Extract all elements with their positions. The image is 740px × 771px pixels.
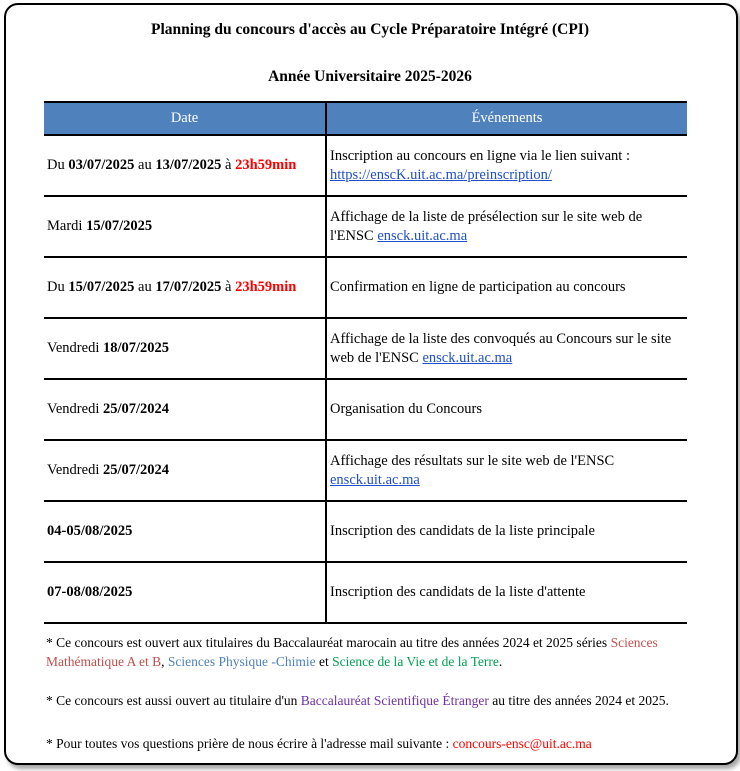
series-physics: Sciences Physique -Chimie xyxy=(167,654,316,669)
date-cell: Vendredi 18/07/2025 xyxy=(44,318,326,379)
website-link[interactable]: ensck.uit.ac.ma xyxy=(330,471,420,488)
date-cell: Vendredi 25/07/2024 xyxy=(44,440,326,501)
website-link[interactable]: ensck.uit.ac.ma xyxy=(422,349,513,366)
date-cell: Vendredi 25/07/2024 xyxy=(44,379,326,440)
event-cell: Organisation du Concours xyxy=(326,379,687,440)
note-contact: * Pour toutes vos questions prière de nous écrire à l'adresse mail suivante : concours-ensc@uit.ac.ma xyxy=(46,736,592,751)
event-cell: Inscription au concours en ligne via le lien suivant : https://enscK.uit.ac.ma/preinscription/ xyxy=(326,135,687,196)
series-svt: Science de la Vie et de la Terre xyxy=(332,654,499,669)
schedule-table xyxy=(44,101,687,624)
date-cell: 04-05/08/2025 xyxy=(44,501,326,562)
table-row xyxy=(44,196,687,257)
table-header-row xyxy=(44,102,687,135)
table-row xyxy=(44,562,687,623)
table-row xyxy=(44,318,687,379)
column-header-date: Date xyxy=(44,102,326,135)
contact-email[interactable]: concours-ensc@uit.ac.ma xyxy=(452,736,592,751)
date-cell: Du 03/07/2025 au 13/07/2025 à 23h59min xyxy=(44,135,326,196)
table-row xyxy=(44,501,687,562)
table-row xyxy=(44,135,687,196)
foreign-bac: Baccalauréat Scientifique Étranger xyxy=(300,693,489,708)
date-cell: Du 15/07/2025 au 17/07/2025 à 23h59min xyxy=(44,257,326,318)
series-math: Sciences Mathématique A et B xyxy=(46,635,658,669)
academic-year: Année Universitaire 2025-2026 xyxy=(268,68,472,85)
event-cell: Inscription des candidats de la liste d'attente xyxy=(326,562,687,623)
date-cell: Mardi 15/07/2025 xyxy=(44,196,326,257)
table-row xyxy=(44,379,687,440)
page-title: Planning du concours d'accès au Cycle Préparatoire Intégré (CPI) xyxy=(151,21,589,38)
website-link[interactable]: ensck.uit.ac.ma xyxy=(377,227,468,244)
event-cell: Affichage de la liste de présélection sur le site web de l'ENSC ensck.uit.ac.ma xyxy=(326,196,687,257)
note-eligibility: * Ce concours est ouvert aux titulaires du Baccalauréat marocain au titre des années 2024 et 2025 séries Sciences Mathématique A et B, Sciences Physique -Chimie et Science de la Vie et de la Terre. xyxy=(46,635,658,669)
table-row xyxy=(44,440,687,501)
column-header-events: Événements xyxy=(326,102,687,135)
event-cell: Confirmation en ligne de participation au concours xyxy=(326,257,687,318)
date-cell: 07-08/08/2025 xyxy=(44,562,326,623)
event-cell: Affichage de la liste des convoqués au Concours sur le site web de l'ENSC ensck.uit.ac.ma xyxy=(326,318,687,379)
event-cell: Affichage des résultats sur le site web de l'ENSC ensck.uit.ac.ma xyxy=(326,440,687,501)
note-foreign-bac: * Ce concours est aussi ouvert au titulaire d'un Baccalauréat Scientifique Étranger au titre des années 2024 et 2025. xyxy=(46,693,669,708)
deadline-time: 23h59min xyxy=(235,279,297,295)
deadline-time: 23h59min xyxy=(235,157,297,173)
preinscription-link[interactable]: https://enscK.uit.ac.ma/preinscription/ xyxy=(330,166,552,183)
table-row xyxy=(44,257,687,318)
event-cell: Inscription des candidats de la liste principale xyxy=(326,501,687,562)
